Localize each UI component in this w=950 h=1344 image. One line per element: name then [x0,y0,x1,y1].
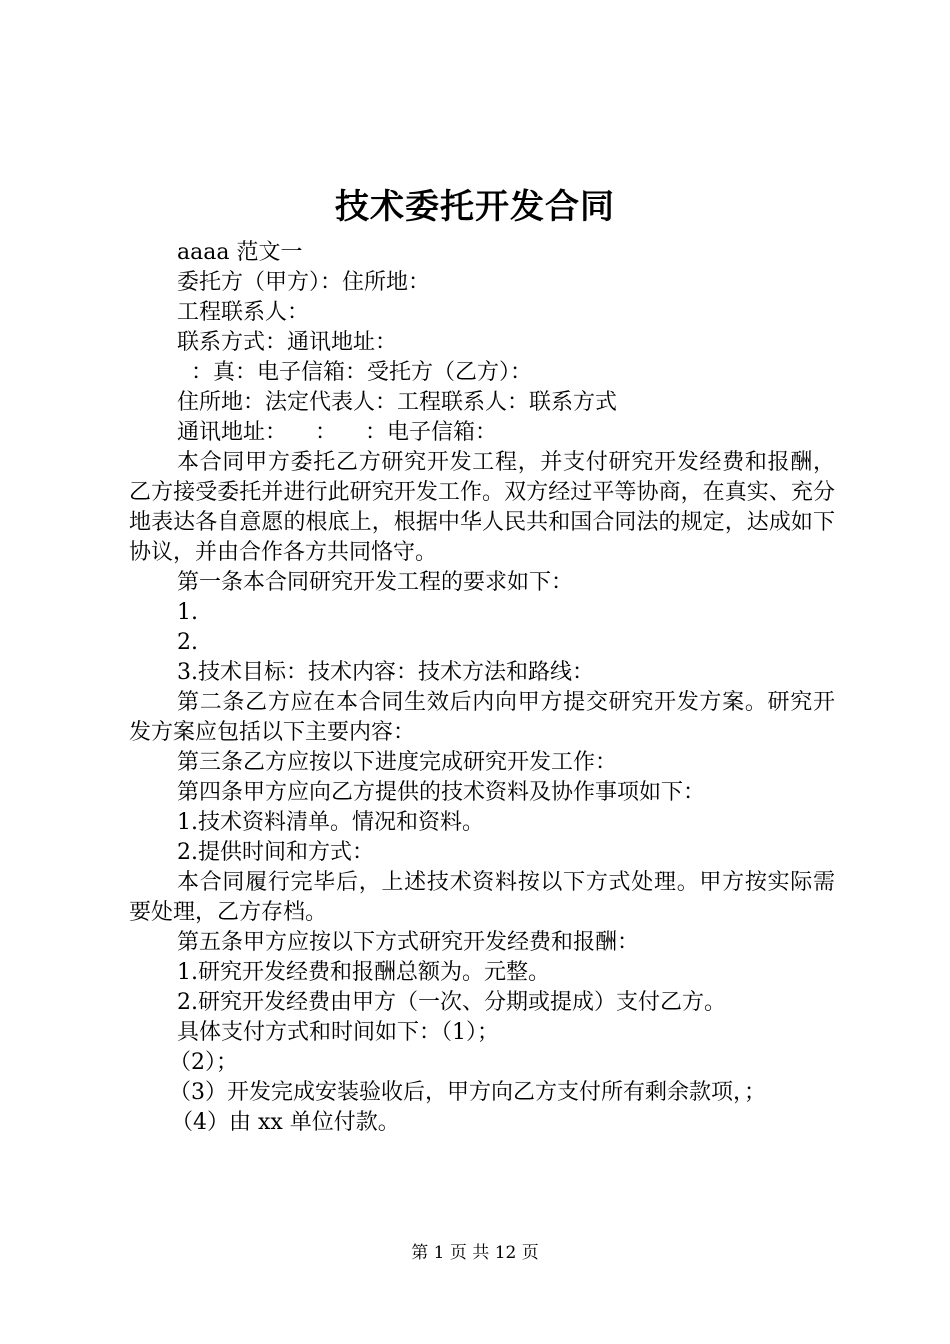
paragraph: 2.提供时间和方式： [177,840,374,865]
paragraph: 2.研究开发经费由甲方（一次、分期或提成）支付乙方。 [177,990,726,1015]
paragraph: 1.研究开发经费和报酬总额为。元整。 [177,960,550,985]
paragraph: 工程联系人： [177,300,310,325]
paragraph: 第三条乙方应按以下进度完成研究开发工作： [177,750,618,775]
paragraph: 住所地：法定代表人：工程联系人：联系方式 [177,390,618,415]
paragraph: 1. [177,600,198,625]
paragraph: 第一条本合同研究开发工程的要求如下： [177,570,574,595]
paragraph: 1.技术资料清单。情况和资料。 [177,810,484,835]
paragraph: （3）开发完成安装验收后，甲方向乙方支付所有剩余款项，； [169,1080,766,1105]
paragraph: 2. [177,630,198,655]
paragraph: 第五条甲方应按以下方式研究开发经费和报酬： [177,930,640,955]
paragraph: （2）； [169,1050,238,1075]
document-title: 技术委托开发合同 [335,187,615,227]
paragraph: 通讯地址： ： ：电子信箱： [177,420,497,445]
paragraph: ：真：电子信箱：受托方（乙方）： [177,360,533,385]
paragraph: 本合同履行完毕后，上述技术资料按以下方式处理。甲方按实际需要处理，乙方存档。 [129,870,835,925]
paragraph: 具体支付方式和时间如下：（1）； [177,1020,499,1045]
paragraph: 委托方（甲方）：住所地： [177,270,431,295]
page-number-footer: 第 1 页 共 12 页 [411,1243,539,1263]
paragraph: aaaa 范文一 [177,240,303,265]
document-body [129,238,835,1138]
paragraph: 第四条甲方应向乙方提供的技术资料及协作事项如下： [177,780,706,805]
paragraph: 本合同甲方委托乙方研究开发工程，并支付研究开发经费和报酬，乙方接受委托并进行此研究开发工作。双方经过平等协商，在真实、充分地表达各自意愿的根底上，根据中华人民共和国合同法的规定，达成如下协议，并由合作各方共同恪守。 [129,450,835,565]
paragraph: 3.技术目标：技术内容：技术方法和路线： [177,660,594,685]
paragraph: 联系方式：通讯地址： [177,330,398,355]
paragraph: （4）由 xx 单位付款。 [171,1110,400,1135]
paragraph: 第二条乙方应在本合同生效后内向甲方提交研究开发方案。研究开发方案应包括以下主要内容： [129,690,835,745]
